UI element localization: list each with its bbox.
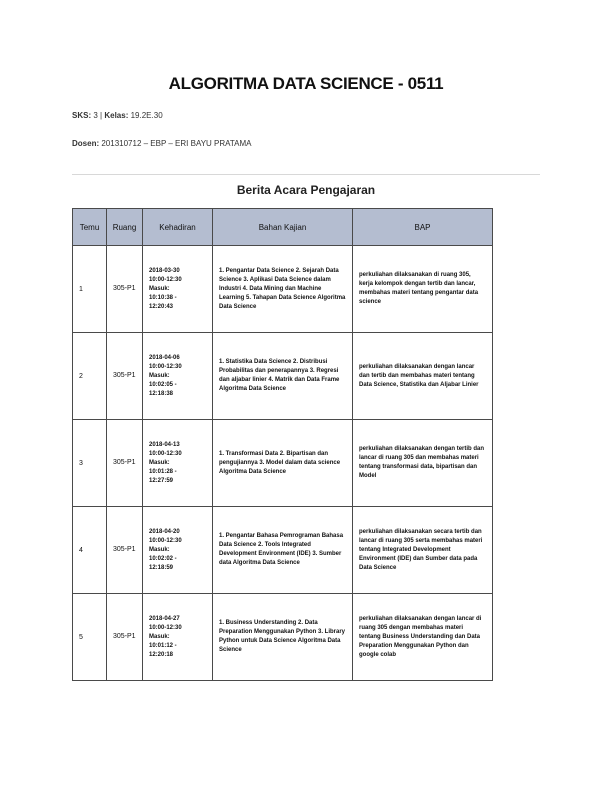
dosen-value: 201310712 – EBP – ERI BAYU PRATAMA bbox=[101, 139, 252, 148]
attendance-date: 2018-04-27 bbox=[149, 615, 180, 622]
attendance-label: Masuk: bbox=[149, 633, 170, 640]
attendance-schedule: 10:00-12:30 bbox=[149, 624, 182, 631]
attendance-out: 12:27:59 bbox=[149, 477, 174, 484]
sks-label: SKS: bbox=[72, 111, 92, 120]
attendance-label: Masuk: bbox=[149, 372, 170, 379]
attendance-in: 10:01:12 - bbox=[149, 642, 177, 649]
table-row bbox=[73, 246, 493, 333]
meta-separator: | bbox=[100, 111, 103, 120]
attendance-in: 10:02:02 - bbox=[149, 555, 177, 562]
attendance-label: Masuk: bbox=[149, 546, 170, 553]
attendance-date: 2018-04-20 bbox=[149, 528, 180, 535]
cell-bap: perkuliahan dilaksanakan dengan lancar dan tertib dan membahas materi tentang Data Science, Statistika dan Aljabar Linier bbox=[353, 333, 493, 420]
attendance-out: 12:20:43 bbox=[149, 303, 174, 310]
cell-temu: 5 bbox=[73, 594, 107, 681]
divider bbox=[72, 174, 540, 175]
cell-bap: perkuliahan dilaksanakan di ruang 305, kerja kelompok dengan tertib dan lancar, membahas materi tentang pengantar data science bbox=[353, 246, 493, 333]
cell-temu: 2 bbox=[73, 333, 107, 420]
table-row bbox=[73, 333, 493, 420]
cell-kehadiran bbox=[143, 507, 213, 594]
cell-ruang: 305-P1 bbox=[107, 333, 143, 420]
cell-ruang: 305-P1 bbox=[107, 420, 143, 507]
course-dosen bbox=[72, 139, 252, 148]
course-title: ALGORITMA DATA SCIENCE - 0511 bbox=[168, 74, 444, 93]
cell-kehadiran bbox=[143, 333, 213, 420]
attendance-schedule: 10:00-12:30 bbox=[149, 276, 182, 283]
attendance-out: 12:20:18 bbox=[149, 651, 174, 658]
cell-temu: 4 bbox=[73, 507, 107, 594]
attendance-in: 10:02:05 - bbox=[149, 381, 177, 388]
table-header-row bbox=[73, 209, 493, 246]
cell-bahan-kajian: 1. Pengantar Bahasa Pemrograman Bahasa Data Science 2. Tools Integrated Development Environment (IDE) 3. Sumber data Algoritma Data Science bbox=[213, 507, 353, 594]
attendance-label: Masuk: bbox=[149, 285, 170, 292]
cell-temu: 1 bbox=[73, 246, 107, 333]
course-sks-kelas bbox=[72, 111, 163, 120]
table-row bbox=[73, 507, 493, 594]
cell-bap: perkuliahan dilaksanakan dengan tertib dan lancar di ruang 305 dan membahas materi tentang transformasi data, bipartisan dan Model bbox=[353, 420, 493, 507]
cell-bahan-kajian: 1. Pengantar Data Science 2. Sejarah Data Science 3. Aplikasi Data Science dalam Industri 4. Data Mining dan Machine Learning 5. Tahapan Data Science Algoritma Data Science bbox=[213, 246, 353, 333]
cell-bahan-kajian: 1. Business Understanding 2. Data Preparation Menggunakan Python 3. Library Python untuk Data Science Algoritma Data Science bbox=[213, 594, 353, 681]
table-row bbox=[73, 594, 493, 681]
header-ruang: Ruang bbox=[107, 209, 143, 246]
cell-bahan-kajian: 1. Transformasi Data 2. Bipartisan dan pengujiannya 3. Model dalam data science Algoritma Data Science bbox=[213, 420, 353, 507]
cell-ruang: 305-P1 bbox=[107, 246, 143, 333]
cell-kehadiran bbox=[143, 246, 213, 333]
attendance-schedule: 10:00-12:30 bbox=[149, 363, 182, 370]
dosen-label: Dosen: bbox=[72, 139, 100, 148]
header-bap: BAP bbox=[353, 209, 493, 246]
header-bahan-kajian: Bahan Kajian bbox=[213, 209, 353, 246]
cell-kehadiran bbox=[143, 420, 213, 507]
attendance-date: 2018-03-30 bbox=[149, 267, 180, 274]
kelas-value: 19.2E.30 bbox=[130, 111, 163, 120]
attendance-schedule: 10:00-12:30 bbox=[149, 537, 182, 544]
attendance-label: Masuk: bbox=[149, 459, 170, 466]
attendance-out: 12:18:59 bbox=[149, 564, 174, 571]
cell-bap: perkuliahan dilaksanakan secara tertib dan lancar di ruang 305 serta membahas materi tentang Integrated Development Environment (IDE) dan Sumber data pada Data Science bbox=[353, 507, 493, 594]
attendance-date: 2018-04-06 bbox=[149, 354, 180, 361]
attendance-schedule: 10:00-12:30 bbox=[149, 450, 182, 457]
header-temu: Temu bbox=[73, 209, 107, 246]
attendance-in: 10:10:38 - bbox=[149, 294, 177, 301]
sks-value: 3 bbox=[93, 111, 98, 120]
attendance-out: 12:18:38 bbox=[149, 390, 174, 397]
attendance-date: 2018-04-13 bbox=[149, 441, 180, 448]
cell-ruang: 305-P1 bbox=[107, 507, 143, 594]
section-title: Berita Acara Pengajaran bbox=[236, 183, 376, 197]
bap-table bbox=[72, 208, 493, 681]
kelas-label: Kelas: bbox=[104, 111, 129, 120]
cell-ruang: 305-P1 bbox=[107, 594, 143, 681]
cell-bahan-kajian: 1. Statistika Data Science 2. Distribusi Probabilitas dan penerapannya 3. Regresi dan aljabar linier 4. Matrik dan Data Frame Algoritma Data Science bbox=[213, 333, 353, 420]
header-kehadiran: Kehadiran bbox=[143, 209, 213, 246]
cell-kehadiran bbox=[143, 594, 213, 681]
cell-bap: perkuliahan dilaksanakan dengan lancar di ruang 305 dengan membahas materi tentang Business Understanding dan Data Preparation Menggunakan Python dan google colab bbox=[353, 594, 493, 681]
table-row bbox=[73, 420, 493, 507]
cell-temu: 3 bbox=[73, 420, 107, 507]
attendance-in: 10:01:28 - bbox=[149, 468, 177, 475]
